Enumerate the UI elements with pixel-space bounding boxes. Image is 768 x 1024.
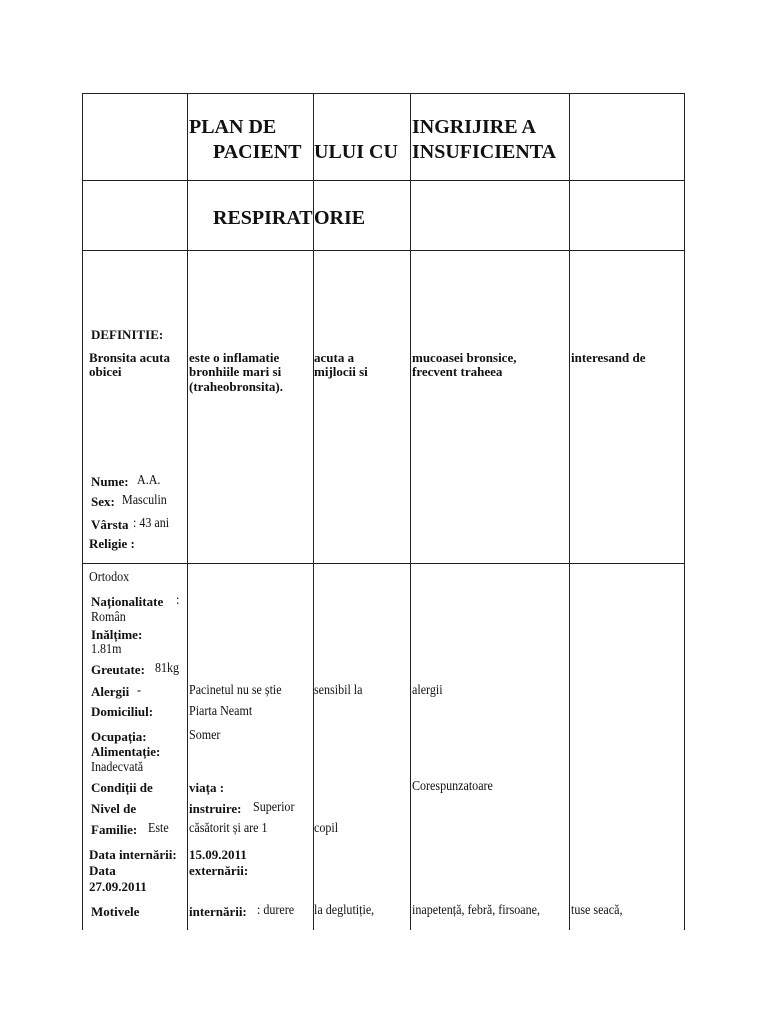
familie-c3: copil [314,821,339,836]
title-cell-3-line-2: ULUI CU [314,141,398,163]
definition-c2-line-2: bronhiile mari si [189,364,282,379]
definition-c2-line-1: este o inflamatie [189,350,280,365]
alergii-dash: - [137,683,142,698]
alergii-c2: Pacinetul nu se știe [189,683,282,698]
data-externarii-label: Data [89,863,116,878]
definition-c1-line-2: obicei [89,364,122,379]
column-divider-4 [569,93,570,930]
motive-c3: la deglutiție, [314,903,375,918]
definition-c3-line-1: acuta a [314,350,355,365]
nationalitate-label: Naționalitate [91,594,164,609]
title-cell-3-line-3: ORIE [314,207,366,229]
motivele-label: Motivele [91,904,140,919]
familie-c2: căsătorit și are 1 [189,821,268,836]
alergii-c3: sensibil la [314,683,363,698]
conditii-c2: viața : [189,780,225,795]
alimentatie-label: Alimentație: [91,744,161,759]
row-divider-2 [82,250,685,251]
data-internarii-label: Data internării: [89,847,177,862]
nationalitate-colon: : [176,593,180,608]
familie-label: Familie: [91,822,138,837]
conditii-label: Condiții de [91,780,153,795]
sex-label: Sex: [91,494,115,509]
title-cell-2-line-1: PLAN DE [189,116,277,138]
data-externarii-value: 27.09.2011 [89,879,147,894]
title-cell-2-line-2: PACIENT [213,141,302,163]
internarii-label: internării: [189,904,247,919]
instruire-label: instruire: [189,801,242,816]
conditii-c4: Corespunzatoare [412,779,493,794]
varsta-value: : 43 ani [133,516,170,531]
title-cell-2-line-3: RESPIRAT [213,207,313,229]
nume-value: A.A. [137,473,161,488]
table-border-right [684,93,685,930]
nationalitate-value: Român [91,610,126,625]
table-border-top [82,93,685,94]
nivel-label: Nivel de [91,801,137,816]
religie-value: Ortodox [89,570,130,585]
definition-c1-line-1: Bronsita acuta [89,350,171,365]
definition-c4-line-1: mucoasei bronsice, [412,350,517,365]
sex-value: Masculin [122,493,167,508]
motive-c4: inapetență, febră, firsoane, [412,903,541,918]
table-border-left [82,93,83,930]
row-divider-1 [82,180,685,181]
column-divider-1 [187,93,188,930]
motive-c2: : durere [257,903,295,918]
domiciliu-value: Piarta Neamt [189,704,253,719]
inaltime-label: Inălțime: [91,627,143,642]
externarii-label: externării: [189,863,249,878]
religie-label: Religie : [89,536,135,551]
definition-c4-line-2: frecvent traheea [412,364,503,379]
familie-value: Este [148,821,169,836]
instruire-value: Superior [253,800,295,815]
title-cell-4-line-1: INGRIJIRE A [412,116,536,138]
varsta-label: Vârsta [91,517,129,532]
definition-c2-line-3: (traheobronsita). [189,379,284,394]
definition-c3-line-2: mijlocii si [314,364,368,379]
motive-c5: tuse seacă, [571,903,623,918]
alimentatie-value: Inadecvată [91,760,144,775]
domiciliu-label: Domiciliul: [91,704,154,719]
alergii-label: Alergii [91,684,130,699]
definition-c5-line-1: interesand de [571,350,646,365]
row-divider-3 [82,563,685,564]
greutate-label: Greutate: [91,662,145,677]
definition-label: DEFINITIE: [91,327,164,342]
column-divider-3 [410,93,411,930]
data-internarii-value: 15.09.2011 [189,847,247,862]
ocupatia-value: Somer [189,728,221,743]
title-cell-4-line-2: INSUFICIENTA [412,141,557,163]
nume-label: Nume: [91,474,129,489]
greutate-value: 81kg [155,661,180,676]
alergii-c4: alergii [412,683,443,698]
ocupatia-label: Ocupația: [91,729,147,744]
inaltime-value: 1.81m [91,642,122,657]
